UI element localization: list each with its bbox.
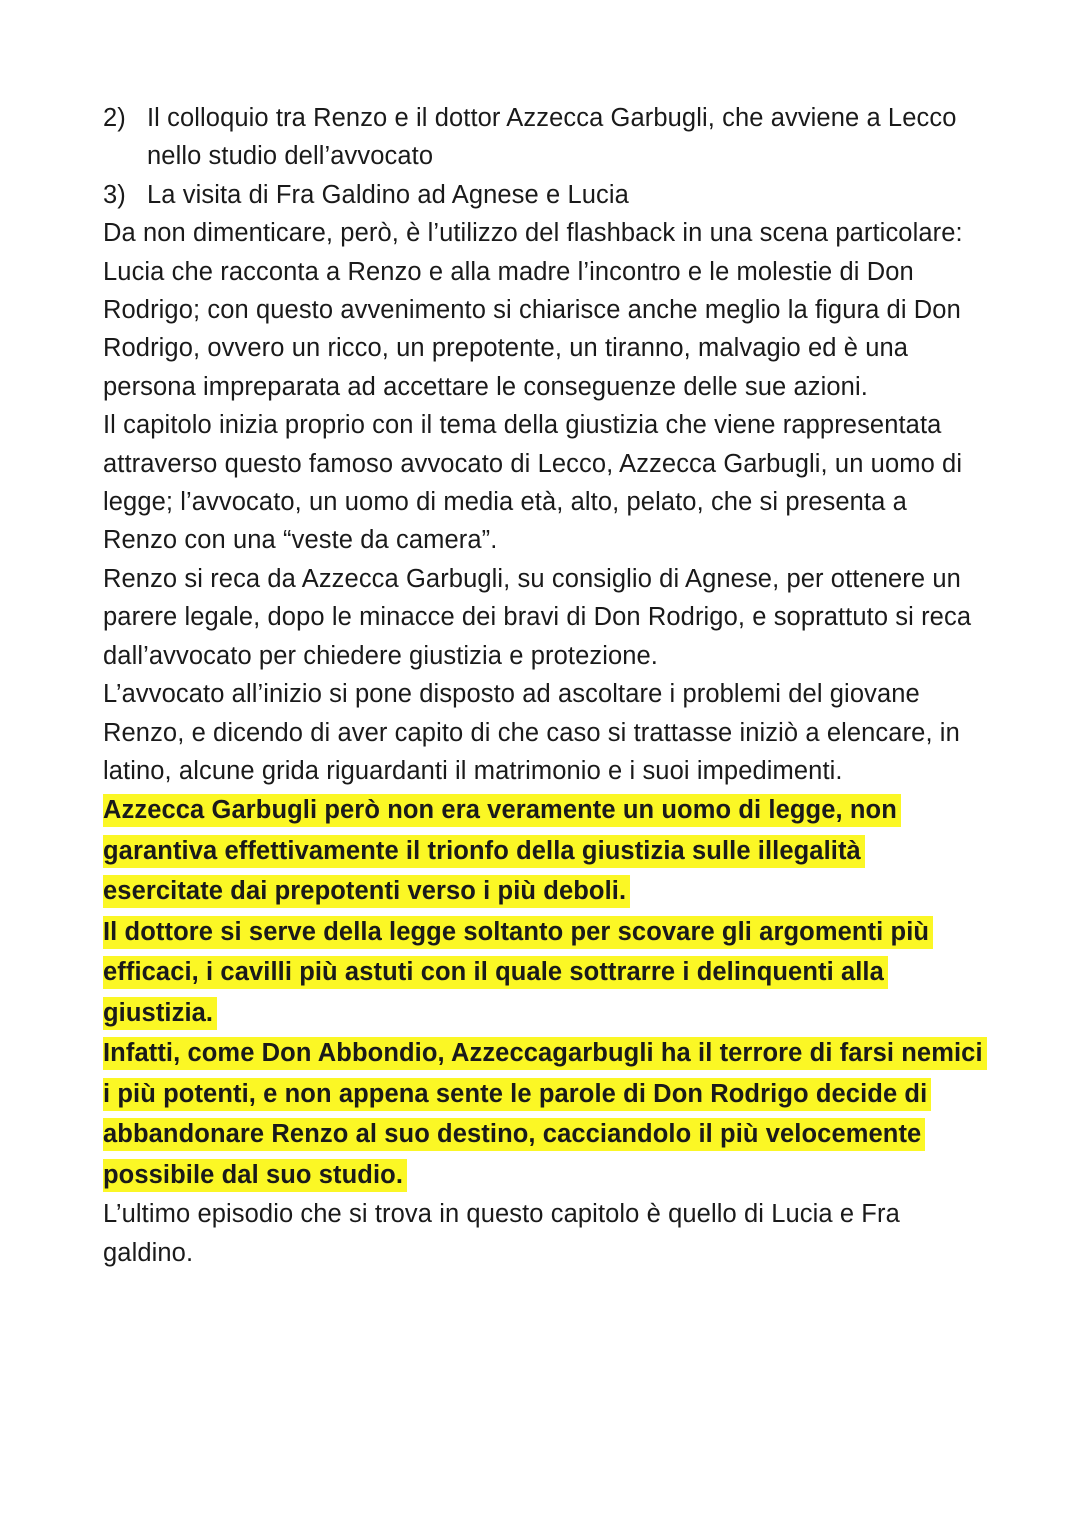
highlight-mark: Azzecca Garbugli però non era veramente un uomo di legge, non garantiva effettivamente il trionfo della giustizia sulle illegalità esercitate dai prepotenti verso i più deboli. [103, 794, 901, 908]
paragraph-giustizia: Il capitolo inizia proprio con il tema della giustizia che viene rappresentata attraverso questo famoso avvocato di Lecco, Azzecca Garbugli, un uomo di legge; l’avvocato, un uomo di media età, alto, pelato, che si presenta a Renzo con una “veste da camera”. [103, 411, 963, 555]
paragraph-avvocato: L’avvocato all’inizio si pone disposto ad ascoltare i problemi del giovane Renzo, e dicendo di aver capito di che caso si trattasse iniziò a elencare, in latino, alcune grida riguardanti il matrimonio e i suoi impedimenti. [103, 680, 960, 785]
highlight-mark: Il dottore si serve della legge soltanto per scovare gli argomenti più efficaci, i cavilli più astuti con il quale sottrarre i delinquenti alla giustizia. [103, 916, 933, 1030]
highlighted-paragraph [103, 790, 983, 912]
list-text: Il colloquio tra Renzo e il dottor Azzecca Garbugli, che avviene a Lecco nello studio dell’avvocato [147, 104, 957, 171]
list-item [103, 176, 983, 214]
highlighted-paragraph [103, 1033, 983, 1195]
list-text: La visita di Fra Galdino ad Agnese e Lucia [147, 180, 629, 209]
highlight-mark: Infatti, come Don Abbondio, Azzeccagarbugli ha il terrore di farsi nemici i più potenti, e non appena sente le parole di Don Rodrigo decide di abbandonare Renzo al suo destino, cacciandolo il più velocemente possibile dal suo studio. [103, 1037, 987, 1192]
paragraph-renzo-visita: Renzo si reca da Azzecca Garbugli, su consiglio di Agnese, per ottenere un parere legale, dopo le minacce dei bravi di Don Rodrigo, e soprattuto si reca dall’avvocato per chiedere giustizia e protezione. [103, 564, 972, 670]
document-body [103, 99, 983, 1272]
paragraph-flashback: Da non dimenticare, però, è l’utilizzo del flashback in una scena particolare: Lucia che racconta a Renzo e alla madre l’incontro e le molestie di Don Rodrigo; con questo avvenimento si chiarisce anche meglio la figura di Don Rodrigo, ovvero un ricco, un prepotente, un tiranno, malvagio ed è una persona impreparata ad accettare le conseguenze delle sue azioni. [103, 219, 963, 401]
list-number: 3) [103, 180, 126, 209]
list-number: 2) [103, 104, 126, 132]
paragraph-closing: L’ultimo episodio che si trova in questo capitolo è quello di Lucia e Fra galdino. [103, 1200, 900, 1267]
highlighted-paragraph [103, 912, 983, 1034]
list-item [103, 99, 983, 176]
